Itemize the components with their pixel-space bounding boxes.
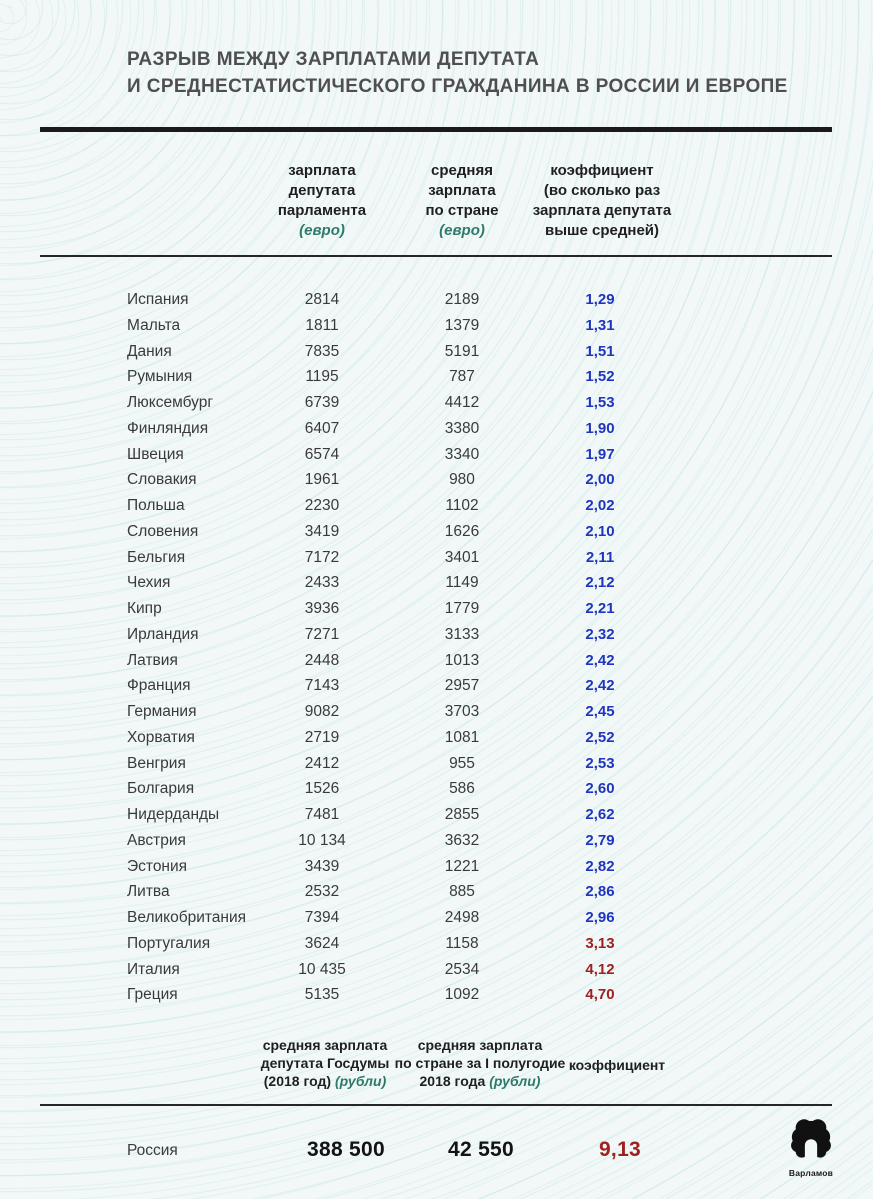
header-line <box>372 1072 588 1090</box>
table-row <box>127 802 687 828</box>
table-row <box>127 648 687 674</box>
page-title-line2: И СРЕДНЕСТАТИСТИЧЕСКОГО ГРАЖДАНИНА В РОССИИ И ЕВРОПЕ <box>127 76 788 97</box>
coefficient-value: 2,11 <box>585 548 615 566</box>
table-row <box>127 570 687 596</box>
average-salary-value: 1013 <box>444 651 480 669</box>
column-header-coefficient <box>512 161 692 241</box>
average-salary-value: 3401 <box>444 548 480 566</box>
table-row <box>127 673 687 699</box>
header-line: зарплата <box>428 182 496 199</box>
country-name: Польша <box>127 497 185 514</box>
average-salary-value: 885 <box>449 883 475 901</box>
coefficient-value: 2,45 <box>585 703 615 720</box>
coefficient-value: 1,97 <box>585 445 615 463</box>
country-name: Бельгия <box>127 548 186 566</box>
average-salary-value: 1221 <box>444 857 480 875</box>
table-row <box>127 416 687 442</box>
table-row <box>127 957 687 983</box>
coefficient-value: 2,79 <box>585 831 615 849</box>
coefficient-value: 2,12 <box>585 574 615 592</box>
russia-coefficient-value: 9,13 <box>598 1138 642 1161</box>
table-row <box>127 622 687 648</box>
country-name: Нидерданды <box>127 806 220 823</box>
average-salary-value: 4412 <box>444 394 480 411</box>
average-salary-value: 3632 <box>444 831 480 849</box>
average-salary-value: 1379 <box>444 316 480 334</box>
average-salary-value: 5191 <box>444 342 480 360</box>
country-name: Болгария <box>127 780 195 798</box>
coefficient-value: 2,42 <box>585 651 615 669</box>
deputy-salary-value: 10 435 <box>298 960 346 978</box>
deputy-salary-value: 3624 <box>304 934 340 952</box>
country-name: Чехия <box>127 574 171 592</box>
country-name: Испания <box>127 291 189 308</box>
country-name: Швеция <box>127 445 184 463</box>
deputy-salary-value: 3439 <box>304 857 340 875</box>
average-salary-value: 1102 <box>445 497 479 514</box>
coefficient-value: 2,10 <box>585 522 615 540</box>
average-salary-value: 1626 <box>444 522 480 540</box>
average-salary-value: 2534 <box>444 960 480 978</box>
deputy-salary-value: 10 134 <box>298 831 346 849</box>
deputy-salary-value: 2433 <box>304 574 340 592</box>
coefficient-value: 4,12 <box>585 960 615 978</box>
header-line-part: (2018 год) <box>263 1073 332 1089</box>
russia-deputy-salary-value: 388 500 <box>306 1138 385 1161</box>
average-salary-value: 2498 <box>444 909 480 926</box>
coefficient-value: 1,29 <box>585 291 615 308</box>
varlamov-logo <box>784 1118 838 1178</box>
deputy-salary-value: 6574 <box>304 445 340 463</box>
country-name: Австрия <box>127 831 186 849</box>
coefficient-value: 4,70 <box>585 986 615 1004</box>
header-line: парламента <box>277 202 367 219</box>
deputy-salary-value: 2814 <box>304 291 340 308</box>
header-line: средняя <box>431 162 493 179</box>
average-salary-value: 586 <box>449 780 475 798</box>
logo-label: Варламов <box>788 1168 834 1178</box>
average-salary-value: 1158 <box>445 934 479 952</box>
deputy-salary-value: 1195 <box>305 368 339 386</box>
table-row <box>127 854 687 880</box>
deputy-salary-value: 2719 <box>304 728 340 746</box>
coefficient-value: 2,62 <box>585 806 615 823</box>
coefficient-value: 2,82 <box>585 857 615 875</box>
average-salary-value: 3380 <box>444 419 480 437</box>
header-line: средняя зарплата <box>262 1037 388 1053</box>
russia-country-name: Россия <box>127 1142 178 1159</box>
deputy-salary-value: 1811 <box>305 316 339 334</box>
table-row <box>127 982 687 1008</box>
deputy-salary-value: 6407 <box>304 419 340 437</box>
country-name: Великобритания <box>127 909 247 926</box>
country-name: Словения <box>127 522 199 540</box>
deputy-salary-value: 7835 <box>304 342 340 360</box>
table-row <box>127 313 687 339</box>
average-salary-value: 2957 <box>444 677 480 695</box>
deputy-salary-value: 2532 <box>304 883 340 901</box>
page-title-line1: РАЗРЫВ МЕЖДУ ЗАРПЛАТАМИ ДЕПУТАТА <box>127 49 540 70</box>
header-line: выше средней) <box>544 222 660 239</box>
table-row <box>127 828 687 854</box>
deputy-salary-value: 2448 <box>304 651 340 669</box>
header-line: средняя зарплата <box>417 1037 543 1053</box>
country-name: Греция <box>127 986 178 1004</box>
header-line: депутата <box>288 182 356 199</box>
country-name: Франция <box>127 677 191 695</box>
table-row <box>127 545 687 571</box>
country-name: Эстония <box>127 857 188 875</box>
header-unit-euro: (евро) <box>299 222 345 239</box>
country-name: Румыния <box>127 368 193 386</box>
country-name: Люксембург <box>127 394 213 411</box>
average-salary-value: 955 <box>449 754 475 772</box>
average-salary-value: 3703 <box>444 703 480 720</box>
deputy-salary-value: 9082 <box>304 703 340 720</box>
average-salary-value: 3133 <box>444 625 480 643</box>
deputy-salary-value: 1961 <box>304 471 340 489</box>
average-salary-value: 1149 <box>445 574 479 592</box>
column-header-deputy-salary <box>242 161 402 241</box>
table-row <box>127 776 687 802</box>
russia-average-salary-value: 42 550 <box>447 1138 515 1161</box>
country-name: Литва <box>127 883 170 901</box>
deputy-salary-value: 7394 <box>304 909 340 926</box>
header-line: зарплата <box>288 162 356 179</box>
country-name: Ирландия <box>127 625 199 643</box>
table-row <box>127 364 687 390</box>
deputy-salary-value: 6739 <box>304 394 340 411</box>
header-unit-rub: (рубли) <box>335 1073 387 1089</box>
table-row <box>127 751 687 777</box>
average-salary-value: 3340 <box>444 445 480 463</box>
coefficient-value: 1,31 <box>585 316 615 334</box>
header-unit-rub: (рубли) <box>489 1073 541 1089</box>
header-unit-euro: (евро) <box>439 222 485 239</box>
average-salary-value: 1081 <box>444 728 480 746</box>
table-row <box>127 725 687 751</box>
page-title <box>127 46 788 100</box>
table-row <box>127 467 687 493</box>
country-name: Италия <box>127 960 180 978</box>
coefficient-value: 2,53 <box>585 754 615 772</box>
country-name: Хорватия <box>127 728 195 746</box>
country-name: Кипр <box>127 600 162 617</box>
average-salary-value: 2855 <box>444 806 480 823</box>
country-name: Дания <box>127 342 172 360</box>
euro-table-body <box>127 287 687 1008</box>
country-name: Мальта <box>127 316 181 334</box>
header-line: по стране за I полугодие <box>394 1055 566 1071</box>
deputy-salary-value: 5135 <box>304 986 340 1004</box>
deputy-salary-value: 7143 <box>304 677 340 695</box>
header-line: по стране <box>425 202 499 219</box>
country-name: Латвия <box>127 651 178 669</box>
coefficient-value: 2,86 <box>585 883 615 901</box>
deputy-salary-value: 1526 <box>304 780 340 798</box>
table-row <box>127 879 687 905</box>
average-salary-value: 1092 <box>444 986 480 1004</box>
average-salary-value: 787 <box>449 368 475 386</box>
deputy-salary-value: 2230 <box>304 497 340 514</box>
coefficient-value: 1,53 <box>585 394 615 411</box>
table-row <box>127 287 687 313</box>
table-row <box>127 493 687 519</box>
table-row <box>127 339 687 365</box>
coefficient-value: 2,60 <box>585 780 615 798</box>
coefficient-value: 2,21 <box>585 600 615 617</box>
header-line: депутата Госдумы <box>260 1055 390 1071</box>
coefficient-value: 2,96 <box>585 909 615 926</box>
table-row <box>127 596 687 622</box>
header-line: коэффициент <box>550 162 654 179</box>
coefficient-value: 2,32 <box>585 625 615 643</box>
country-name: Словакия <box>127 471 197 489</box>
coefficient-value: 2,00 <box>585 471 615 489</box>
deputy-salary-value: 7481 <box>304 806 340 823</box>
average-salary-value: 980 <box>449 471 475 489</box>
country-name: Финляндия <box>127 419 209 437</box>
deputy-salary-value: 3936 <box>304 600 340 617</box>
afro-silhouette-icon <box>788 1118 834 1167</box>
coefficient-value: 3,13 <box>585 934 615 952</box>
coefficient-value: 1,52 <box>585 368 615 386</box>
russia-section-divider <box>40 1104 832 1106</box>
title-divider <box>40 127 832 132</box>
country-name: Германия <box>127 703 197 720</box>
average-salary-value: 2189 <box>444 291 480 308</box>
table-row <box>127 905 687 931</box>
average-salary-value: 1779 <box>444 600 480 617</box>
russia-header-coefficient: коэффициент <box>568 1057 666 1073</box>
coefficient-value: 2,42 <box>585 677 615 695</box>
table-row <box>127 699 687 725</box>
table-row <box>127 931 687 957</box>
table-row <box>127 519 687 545</box>
table-row <box>127 442 687 468</box>
header-line: зарплата депутата <box>532 202 672 219</box>
table-row <box>127 390 687 416</box>
header-divider <box>40 255 832 257</box>
header-line-part: 2018 года <box>419 1073 486 1089</box>
coefficient-value: 2,52 <box>585 728 615 746</box>
deputy-salary-value: 7271 <box>304 625 340 643</box>
country-name: Венгрия <box>127 754 186 772</box>
deputy-salary-value: 3419 <box>304 522 340 540</box>
coefficient-value: 2,02 <box>585 497 615 514</box>
header-line: (во сколько раз <box>543 182 661 199</box>
country-name: Португалия <box>127 934 211 952</box>
deputy-salary-value: 7172 <box>304 548 340 566</box>
deputy-salary-value: 2412 <box>304 754 340 772</box>
coefficient-value: 1,90 <box>585 419 615 437</box>
coefficient-value: 1,51 <box>585 342 615 360</box>
